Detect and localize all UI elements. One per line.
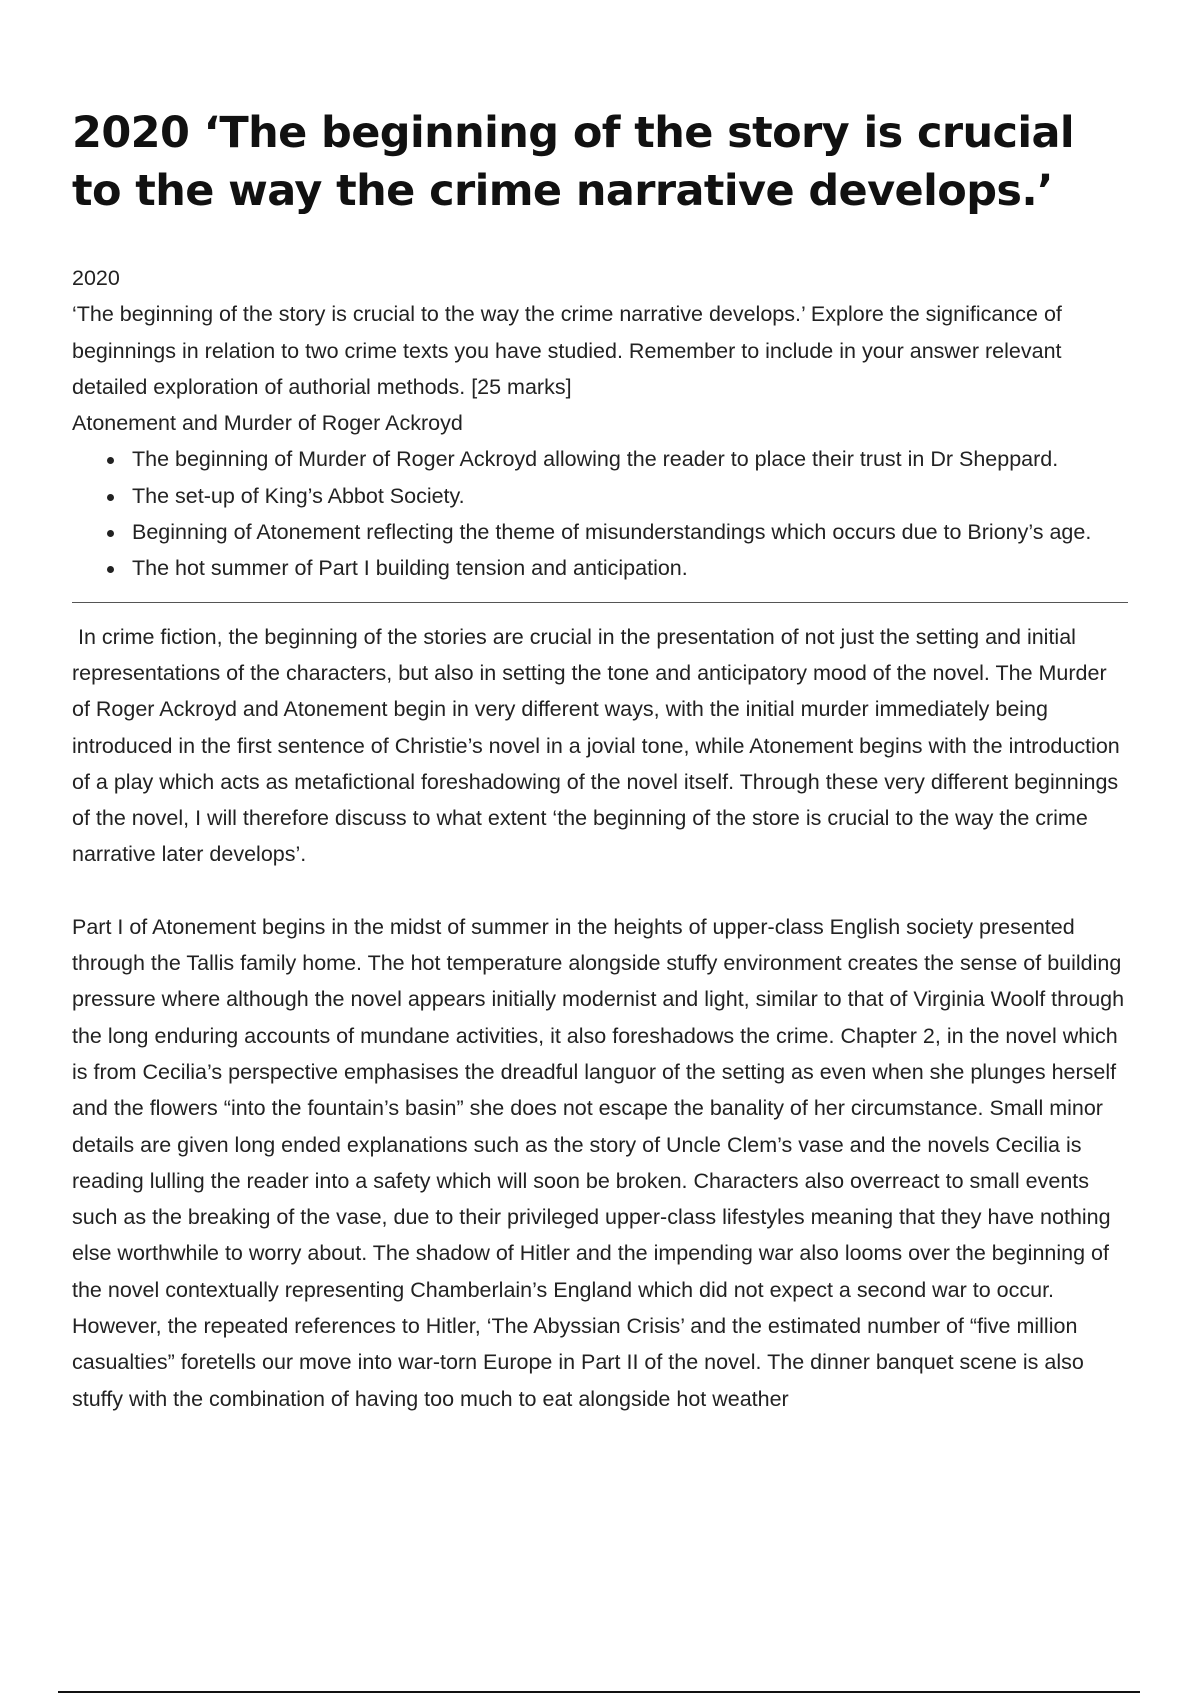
plan-bullet-item: The hot summer of Part I building tension and anticipation. xyxy=(132,550,1128,586)
texts-studied: Atonement and Murder of Roger Ackroyd xyxy=(72,411,463,436)
section-divider xyxy=(72,602,1128,603)
essay-paragraph-body: Part I of Atonement begins in the midst of summer in the heights of upper-class English society presented through the Tallis family home. The hot temperature alongside stuffy environment creates the sense of building pressure where although the novel appears initially modernist and light, similar to that of Virginia Woolf through the long enduring accounts of mundane activities, it also foreshadows the crime. Chapter 2, in the novel which is from Cecilia’s perspective emphasises the dreadful languor of the setting as even when she plunges herself and the flowers “into the fountain’s basin” she does not escape the banality of her circumstance. Small minor details are given long ended explanations such as the story of Uncle Clem’s vase and the novels Cecilia is reading lulling the reader into a safety which will soon be broken. Characters also overreact to small events such as the breaking of the vase, due to their privileged upper-class lifestyles meaning that they have nothing else worthwhile to worry about. The shadow of Hitler and the impending war also looms over the beginning of the novel contextually representing Chamberlain’s England which did not expect a second war to occur. However, the repeated references to Hitler, ‘The Abyssian Crisis’ and the estimated number of “five million casualties” foretells our move into war-torn Europe in Part II of the novel. The dinner banquet scene is also stuffy with the combination of having too much to eat alongside hot weather xyxy=(72,914,1125,1411)
plan-bullet-item: The beginning of Murder of Roger Ackroyd allowing the reader to place their trust in Dr Sheppard. xyxy=(132,441,1128,477)
page-footer-rule xyxy=(58,1691,1140,1693)
question-year: 2020 xyxy=(72,266,120,290)
plan-bullet-item: The set-up of King’s Abbot Society. xyxy=(132,478,1128,514)
essay-paragraph-intro: In crime fiction, the beginning of the stories are crucial in the presentation of not just the setting and initial representations of the characters, but also in setting the tone and anticipatory mood of the novel. The Murder of Roger Ackroyd and Atonement begin in very different ways, with the initial murder immediately being introduced in the first sentence of Christie’s novel in a jovial tone, while Atonement begins with the introduction of a play which acts as metafictional foreshadowing of the novel itself. Through these very different beginnings of the novel, I will therefore discuss to what extent ‘the beginning of the store is crucial to the way the crime narrative later develops’. xyxy=(72,624,1120,867)
plan-bullet-item: Beginning of Atonement reflecting the theme of misunderstandings which occurs due to Briony’s age. xyxy=(132,514,1128,550)
question-text: ‘The beginning of the story is crucial to the way the crime narrative develops.’ Explore the significance of beginnings in relation to two crime texts you have studied. Remember to include in your answer relevant detailed exploration of authorial methods. [25 marks] xyxy=(72,302,1062,399)
plan-bullet-list xyxy=(72,441,1128,586)
document-page xyxy=(72,104,1128,1453)
page-title: 2020 ‘The beginning of the story is crucial to the way the crime narrative develops.’ xyxy=(72,108,1075,216)
